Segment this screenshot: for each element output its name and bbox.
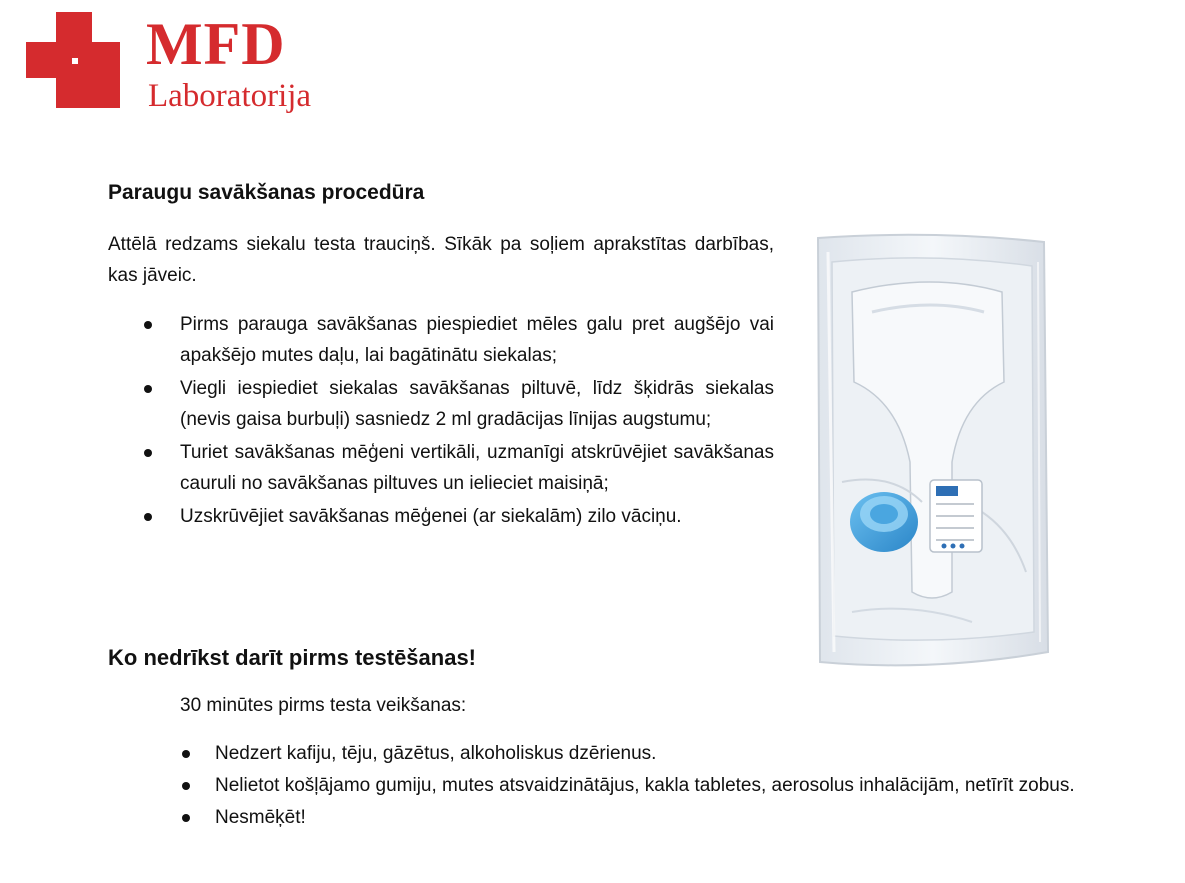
list-item (180, 738, 1100, 769)
list-item (108, 373, 774, 435)
restriction-text: Nedzert kafiju, tēju, gāzētus, alkoholiskus dzērienus. (215, 743, 657, 764)
list-item (180, 802, 1100, 833)
procedure-steps (108, 309, 774, 534)
step-text: Turiet savākšanas mēģeni vertikāli, uzmanīgi atskrūvējiet savākšanas cauruli no savākšanas piltuves un ielieciet maisiņā; (180, 442, 774, 494)
list-item (108, 309, 774, 371)
bullet-icon (182, 750, 190, 758)
logo-subtitle: Laboratorija (148, 78, 312, 114)
restriction-text: Nelietot košļājamo gumiju, mutes atsvaidzinātājus, kakla tabletes, aerosolus inhalācijām, netīrīt zobus. (215, 775, 1075, 796)
procedure-heading: Paraugu savākšanas procedūra (108, 181, 425, 204)
bullet-icon (144, 449, 152, 457)
step-text: Uzskrūvējiet savākšanas mēģenei (ar siekalām) zilo vāciņu. (180, 506, 682, 527)
restrictions-note: 30 minūtes pirms testa veikšanas: (180, 695, 467, 716)
saliva-test-kit-photo (812, 232, 1052, 674)
list-item (108, 501, 774, 532)
medical-cross-icon (26, 12, 120, 108)
bullet-icon (182, 814, 190, 822)
step-text: Viegli iespiediet siekalas savākšanas piltuvē, līdz šķidrās siekalas (nevis gaisa burbuļi) sasniedz 2 ml gradācijas līnijas augstumu; (180, 378, 774, 430)
bullet-icon (144, 321, 152, 329)
list-item (108, 437, 774, 499)
bullet-icon (182, 782, 190, 790)
restrictions-heading: Ko nedrīkst darīt pirms testēšanas! (108, 645, 477, 670)
logo (26, 12, 366, 122)
restriction-text: Nesmēķēt! (215, 807, 306, 828)
list-item (180, 770, 1100, 801)
logo-title: MFD (146, 11, 286, 77)
procedure-intro: Attēlā redzams siekalu testa trauciņš. Sīkāk pa soļiem aprakstītas darbības, kas jāveic. (108, 234, 774, 286)
restrictions-list (180, 738, 1100, 834)
bullet-icon (144, 513, 152, 521)
step-text: Pirms parauga savākšanas piespiediet mēles galu pret augšējo vai apakšējo mutes daļu, lai bagātinātu siekalas; (180, 314, 774, 366)
bullet-icon (144, 385, 152, 393)
